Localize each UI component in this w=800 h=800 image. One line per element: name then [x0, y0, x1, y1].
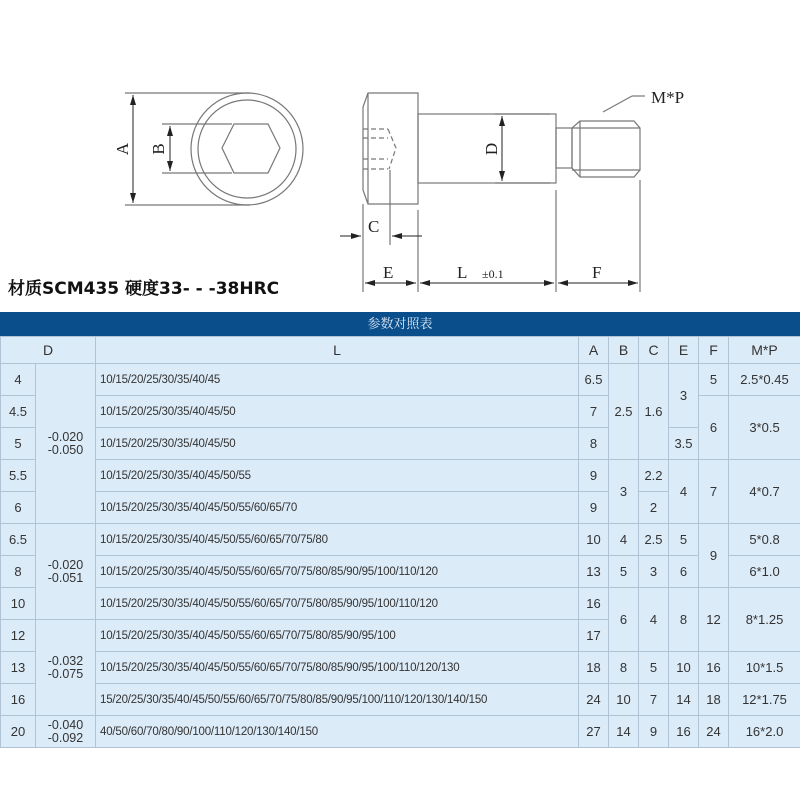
cell-mp: 16*2.0: [729, 716, 800, 748]
cell-mp: 8*1.25: [729, 588, 800, 652]
header-b: B: [609, 337, 639, 364]
cell-c: 1.6: [639, 364, 669, 460]
cell-a: 27: [579, 716, 609, 748]
cell-f: 24: [699, 716, 729, 748]
cell-c: 2.5: [639, 524, 669, 556]
cell-a: 9: [579, 460, 609, 492]
cell-e: 14: [669, 684, 699, 716]
header-f: F: [699, 337, 729, 364]
cell-l: 10/15/20/25/30/35/40/45/50/55/60/65/70: [96, 492, 579, 524]
cell-a: 6.5: [579, 364, 609, 396]
table-row: [1, 524, 800, 556]
table-row: [1, 588, 800, 620]
cell-a: 13: [579, 556, 609, 588]
cell-d: 10: [1, 588, 36, 620]
cell-b: 3: [609, 460, 639, 524]
cell-f: 6: [699, 396, 729, 460]
dim-label-l: L: [457, 263, 468, 282]
cell-a: 9: [579, 492, 609, 524]
cell-a: 24: [579, 684, 609, 716]
cell-l: 10/15/20/25/30/35/40/45/50: [96, 428, 579, 460]
table-row: [1, 556, 800, 588]
cell-mp: 10*1.5: [729, 652, 800, 684]
header-a: A: [579, 337, 609, 364]
cell-l: 10/15/20/25/30/35/40/45/50/55/60/65/70/75/80/85/90/95/100/110/120/130: [96, 652, 579, 684]
material-hardness-text: 材质SCM435 硬度33- - -38HRC: [8, 279, 280, 299]
cell-b: 4: [609, 524, 639, 556]
cell-e: 5: [669, 524, 699, 556]
tolerance-lower: -0.050: [47, 442, 84, 457]
cell-a: 17: [579, 620, 609, 652]
cell-f: 7: [699, 460, 729, 524]
cell-mp: 2.5*0.45: [729, 364, 800, 396]
header-mp: M*P: [729, 337, 800, 364]
cell-b: 14: [609, 716, 639, 748]
tolerance-upper: -0.040: [47, 717, 84, 732]
tolerance-upper: -0.020: [47, 557, 84, 572]
cell-e: 16: [669, 716, 699, 748]
cell-l: 10/15/20/25/30/35/40/45/50/55: [96, 460, 579, 492]
cell-a: 18: [579, 652, 609, 684]
cell-a: 16: [579, 588, 609, 620]
cell-d: 4.5: [1, 396, 36, 428]
cell-d: 16: [1, 684, 36, 716]
header-l: L: [96, 337, 579, 364]
dim-label-mp: M*P: [651, 88, 685, 107]
dim-label-c: C: [368, 217, 380, 236]
cell-d: 6: [1, 492, 36, 524]
cell-d: 8: [1, 556, 36, 588]
cell-d-tolerance: [36, 364, 96, 524]
cell-c: 5: [639, 652, 669, 684]
cell-a: 7: [579, 396, 609, 428]
cell-l: 15/20/25/30/35/40/45/50/55/60/65/70/75/80/85/90/95/100/110/120/130/140/150: [96, 684, 579, 716]
tolerance-upper: -0.032: [47, 653, 84, 668]
cell-d-tolerance: [36, 716, 96, 748]
table-row: [1, 428, 800, 460]
cell-d: 6.5: [1, 524, 36, 556]
cell-l: 10/15/20/25/30/35/40/45: [96, 364, 579, 396]
dim-label-d: D: [482, 142, 501, 156]
cell-a: 8: [579, 428, 609, 460]
tolerance-lower: -0.075: [47, 666, 84, 681]
cell-d: 20: [1, 716, 36, 748]
tolerance-lower: -0.092: [47, 730, 84, 745]
cell-l: 10/15/20/25/30/35/40/45/50/55/60/65/70/75/80/85/90/95/100/110/120: [96, 588, 579, 620]
cell-mp: 6*1.0: [729, 556, 800, 588]
cell-b: 8: [609, 652, 639, 684]
cell-f: 5: [699, 364, 729, 396]
cell-f: 16: [699, 652, 729, 684]
cell-d: 12: [1, 620, 36, 652]
dim-label-f: F: [592, 263, 602, 282]
cell-d-tolerance: [36, 524, 96, 620]
cell-c: 7: [639, 684, 669, 716]
cell-c: 9: [639, 716, 669, 748]
cell-a: 10: [579, 524, 609, 556]
cell-f: 12: [699, 588, 729, 652]
cell-c: 3: [639, 556, 669, 588]
cell-d-tolerance: [36, 620, 96, 716]
dim-label-b: B: [149, 143, 168, 155]
table-row: [1, 652, 800, 684]
cell-b: 2.5: [609, 364, 639, 460]
cell-c: 2: [639, 492, 669, 524]
cell-l: 10/15/20/25/30/35/40/45/50/55/60/65/70/75/80/85/90/95/100/110/120: [96, 556, 579, 588]
cell-l: 10/15/20/25/30/35/40/45/50: [96, 396, 579, 428]
cell-e: 8: [669, 588, 699, 652]
cell-b: 5: [609, 556, 639, 588]
parameter-table: [0, 336, 800, 748]
cell-d: 4: [1, 364, 36, 396]
cell-e: 6: [669, 556, 699, 588]
cell-c: 4: [639, 588, 669, 652]
cell-d: 13: [1, 652, 36, 684]
cell-e: 3: [669, 364, 699, 428]
cell-f: 9: [699, 524, 729, 588]
cell-l: 40/50/60/70/80/90/100/110/120/130/140/150: [96, 716, 579, 748]
cell-l: 10/15/20/25/30/35/40/45/50/55/60/65/70/75/80: [96, 524, 579, 556]
header-e: E: [669, 337, 699, 364]
cell-mp: 12*1.75: [729, 684, 800, 716]
dim-label-tolerance: ±0.1: [482, 267, 504, 281]
table-row: [1, 364, 800, 396]
cell-e: 10: [669, 652, 699, 684]
header-d: D: [1, 337, 96, 364]
dim-label-a: A: [113, 142, 132, 156]
header-c: C: [639, 337, 669, 364]
dim-label-e: E: [383, 263, 394, 282]
cell-c: 2.2: [639, 460, 669, 492]
cell-e: 3.5: [669, 428, 699, 460]
tolerance-upper: -0.020: [47, 429, 84, 444]
table-title: 参数对照表: [0, 312, 800, 336]
cell-l: 10/15/20/25/30/35/40/45/50/55/60/65/70/75/80/85/90/95/100: [96, 620, 579, 652]
cell-d: 5: [1, 428, 36, 460]
cell-b: 10: [609, 684, 639, 716]
table-row: [1, 716, 800, 748]
cell-f: 18: [699, 684, 729, 716]
cell-e: 4: [669, 460, 699, 524]
table-row: [1, 460, 800, 492]
cell-d: 5.5: [1, 460, 36, 492]
tolerance-lower: -0.051: [47, 570, 84, 585]
cell-mp: 5*0.8: [729, 524, 800, 556]
cell-mp: 4*0.7: [729, 460, 800, 524]
cell-mp: 3*0.5: [729, 396, 800, 460]
side-view: [363, 93, 645, 292]
table-header-row: [1, 337, 800, 364]
screw-technical-drawing: [0, 0, 800, 310]
cell-b: 6: [609, 588, 639, 652]
table-row: [1, 684, 800, 716]
